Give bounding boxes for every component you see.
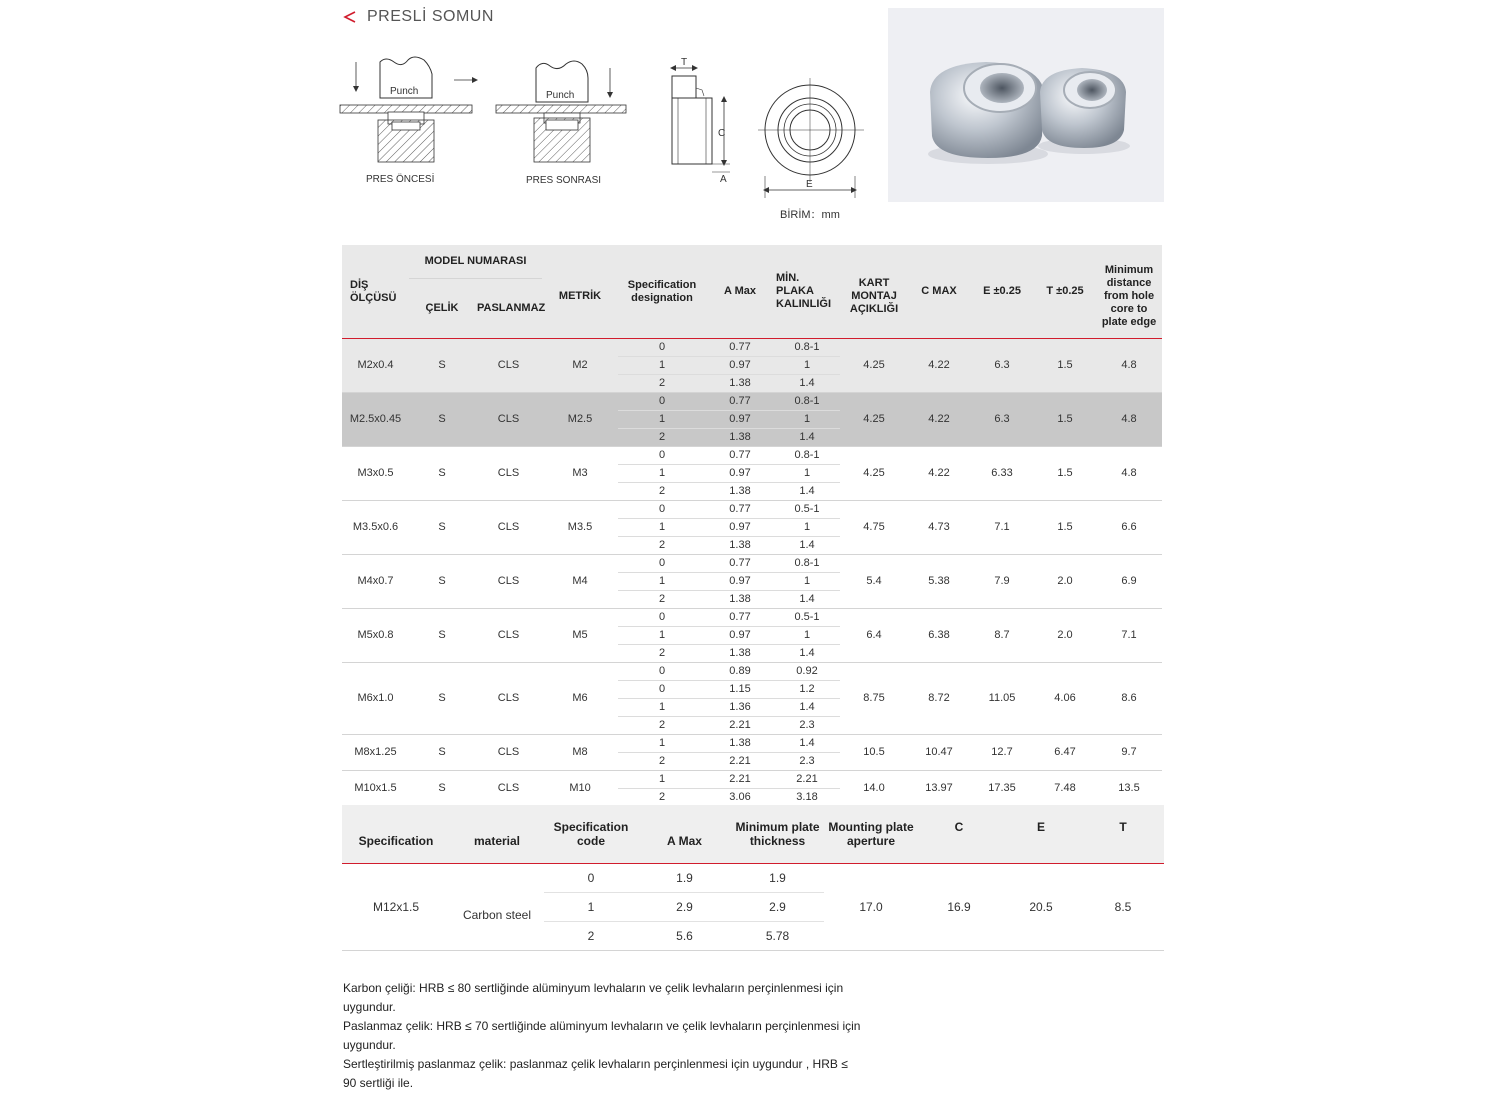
t-cell: 1.5 <box>1034 447 1096 501</box>
product-photo <box>888 8 1164 202</box>
paslanmaz-cell: CLS <box>475 447 542 501</box>
a-max-cell: 1.38 <box>706 645 774 663</box>
col-mount-aperture: Mounting plate aperture <box>824 805 918 864</box>
a-max-cell: 2.21 <box>706 717 774 735</box>
spec-designation-cell: 1 <box>618 411 706 429</box>
metrik-cell: M2 <box>542 339 618 393</box>
col-t: T <box>1082 805 1164 864</box>
before-label: PRES ÖNCESİ <box>366 174 435 185</box>
celik-cell: S <box>409 555 475 609</box>
spec-designation-cell: 2 <box>618 645 706 663</box>
spec-designation-cell: 1 <box>618 357 706 375</box>
kart-montaj-cell: 4.25 <box>840 447 908 501</box>
spec-designation-cell: 1 <box>618 627 706 645</box>
spec-designation-cell: 1 <box>618 771 706 789</box>
col-spec-designation: Specification designation <box>618 245 706 339</box>
table-row <box>342 339 1162 357</box>
size-group <box>342 771 1162 807</box>
c-max-cell: 4.22 <box>908 393 970 447</box>
table-row <box>342 771 1162 789</box>
col-kart-montaj: KART MONTAJ AÇIKLIĞI <box>840 245 908 339</box>
kart-montaj-cell: 4.75 <box>840 501 908 555</box>
c-max-cell: 4.22 <box>908 447 970 501</box>
note-hardened-stainless: Sertleştirilmiş paslanmaz çelik: paslanmaz çelik levhaların perçinlenmesi için uygundur , HRB ≤ 90 sertliği ile. <box>343 1057 848 1090</box>
e-cell: 17.35 <box>970 771 1034 807</box>
min-plaka-cell: 2.21 <box>774 771 840 789</box>
kart-montaj-cell: 5.4 <box>840 555 908 609</box>
min-plaka-cell: 0.8-1 <box>774 555 840 573</box>
min-plaka-cell: 0.8-1 <box>774 393 840 411</box>
a-max-cell: 0.97 <box>706 411 774 429</box>
spec-designation-cell: 0 <box>618 681 706 699</box>
celik-cell: S <box>409 393 475 447</box>
t-cell: 1.5 <box>1034 393 1096 447</box>
page-title: PRESLİ SOMUN <box>367 8 494 25</box>
a-max-cell: 0.77 <box>706 555 774 573</box>
t-cell: 1.5 <box>1034 339 1096 393</box>
celik-cell: S <box>409 735 475 771</box>
paslanmaz-cell: CLS <box>475 339 542 393</box>
thread-size-cell: M10x1.5 <box>342 771 409 807</box>
col-dis-olcusu: DİŞ ÖLÇÜSÜ <box>342 245 409 339</box>
t-cell: 1.5 <box>1034 501 1096 555</box>
thread-size-cell: M3.5x0.6 <box>342 501 409 555</box>
col-c-max: C MAX <box>908 245 970 339</box>
aperture-cell: 17.0 <box>824 864 918 951</box>
min-plaka-cell: 1.2 <box>774 681 840 699</box>
col-e: E <box>1000 805 1082 864</box>
min-plaka-cell: 0.92 <box>774 663 840 681</box>
min-plate-cell: 1.9 <box>731 864 824 893</box>
a-max-cell: 0.97 <box>706 519 774 537</box>
spec-designation-cell: 2 <box>618 753 706 771</box>
spec-designation-cell: 0 <box>618 663 706 681</box>
table-row <box>342 609 1162 627</box>
a-max-cell: 1.9 <box>638 864 731 893</box>
spec-designation-cell: 0 <box>618 609 706 627</box>
paslanmaz-cell: CLS <box>475 555 542 609</box>
dim-e-label: E <box>806 179 813 190</box>
min-distance-cell: 4.8 <box>1096 393 1162 447</box>
size-group <box>342 447 1162 501</box>
spec-designation-cell: 1 <box>618 573 706 591</box>
min-plaka-cell: 1 <box>774 465 840 483</box>
e-cell: 11.05 <box>970 663 1034 735</box>
min-distance-cell: 6.9 <box>1096 555 1162 609</box>
spec-designation-cell: 0 <box>618 339 706 357</box>
paslanmaz-cell: CLS <box>475 663 542 735</box>
kart-montaj-cell: 14.0 <box>840 771 908 807</box>
e-cell: 7.1 <box>970 501 1034 555</box>
min-plaka-cell: 0.5-1 <box>774 609 840 627</box>
metrik-cell: M5 <box>542 609 618 663</box>
a-max-cell: 1.38 <box>706 483 774 501</box>
e-cell: 6.3 <box>970 393 1034 447</box>
min-distance-cell: 13.5 <box>1096 771 1162 807</box>
code-cell: 2 <box>544 922 638 951</box>
min-distance-cell: 7.1 <box>1096 609 1162 663</box>
c-max-cell: 6.38 <box>908 609 970 663</box>
a-max-cell: 0.77 <box>706 447 774 465</box>
unit-label: BİRİM：mm <box>780 209 840 221</box>
spec-designation-cell: 1 <box>618 699 706 717</box>
min-plaka-cell: 0.8-1 <box>774 339 840 357</box>
spec-designation-cell: 1 <box>618 735 706 753</box>
col-a-max: A Max <box>706 245 774 339</box>
a-max-cell: 0.77 <box>706 393 774 411</box>
min-plaka-cell: 1 <box>774 411 840 429</box>
material-cell: Carbon steel <box>450 864 544 951</box>
a-max-cell: 1.15 <box>706 681 774 699</box>
celik-cell: S <box>409 447 475 501</box>
table-row <box>342 864 1164 893</box>
a-max-cell: 0.89 <box>706 663 774 681</box>
c-max-cell: 10.47 <box>908 735 970 771</box>
col-c: C <box>918 805 1000 864</box>
celik-cell: S <box>409 771 475 807</box>
table-row <box>342 447 1162 465</box>
punch-label-1: Punch <box>390 86 419 97</box>
size-group <box>342 555 1162 609</box>
col-a-max-2: A Max <box>638 805 731 864</box>
e-cell: 8.7 <box>970 609 1034 663</box>
celik-cell: S <box>409 609 475 663</box>
a-max-cell: 2.21 <box>706 771 774 789</box>
nut-side-view <box>670 57 730 185</box>
metrik-cell: M4 <box>542 555 618 609</box>
a-max-cell: 0.77 <box>706 609 774 627</box>
min-plaka-cell: 2.3 <box>774 717 840 735</box>
min-distance-cell: 8.6 <box>1096 663 1162 735</box>
size-group <box>342 609 1162 663</box>
e-cell: 20.5 <box>1000 864 1082 951</box>
a-max-cell: 0.97 <box>706 357 774 375</box>
press-nut-diagram <box>338 40 878 230</box>
dim-a-label: A <box>720 174 727 185</box>
celik-cell: S <box>409 663 475 735</box>
spec-designation-cell: 2 <box>618 789 706 807</box>
col-spec-code: Specification code <box>544 805 638 864</box>
min-plaka-cell: 1.4 <box>774 483 840 501</box>
a-max-cell: 2.21 <box>706 753 774 771</box>
t-cell: 2.0 <box>1034 609 1096 663</box>
metrik-cell: M3.5 <box>542 501 618 555</box>
a-max-cell: 0.97 <box>706 627 774 645</box>
e-cell: 7.9 <box>970 555 1034 609</box>
c-max-cell: 4.22 <box>908 339 970 393</box>
table-row <box>342 555 1162 573</box>
col-e-tol: E ±0.25 <box>970 245 1034 339</box>
min-plaka-cell: 2.3 <box>774 753 840 771</box>
thread-size-cell: M6x1.0 <box>342 663 409 735</box>
punch-label-2: Punch <box>546 90 575 101</box>
spec-designation-cell: 1 <box>618 519 706 537</box>
t-cell: 6.47 <box>1034 735 1096 771</box>
col-paslanmaz: PASLANMAZ <box>475 279 542 339</box>
c-max-cell: 8.72 <box>908 663 970 735</box>
kart-montaj-cell: 4.25 <box>840 339 908 393</box>
min-distance-cell: 4.8 <box>1096 339 1162 393</box>
metrik-cell: M6 <box>542 663 618 735</box>
spec-designation-cell: 1 <box>618 465 706 483</box>
col-t-tol: T ±0.25 <box>1034 245 1096 339</box>
spec-designation-cell: 2 <box>618 717 706 735</box>
min-plaka-cell: 1 <box>774 627 840 645</box>
min-plaka-cell: 1 <box>774 357 840 375</box>
size-group <box>342 393 1162 447</box>
min-distance-cell: 4.8 <box>1096 447 1162 501</box>
t-cell: 4.06 <box>1034 663 1096 735</box>
col-metrik: METRİK <box>542 245 618 339</box>
a-max-cell: 2.9 <box>638 893 731 922</box>
dim-c-label: C <box>718 128 726 139</box>
min-plaka-cell: 1.4 <box>774 645 840 663</box>
kart-montaj-cell: 6.4 <box>840 609 908 663</box>
metrik-cell: M2.5 <box>542 393 618 447</box>
nut-top-view <box>758 78 864 198</box>
note-carbon-steel: Karbon çeliği: HRB ≤ 80 sertliğinde alüminyum levhaların ve çelik levhaların perçinlenmesi için uygundur. <box>343 981 844 1014</box>
min-plaka-cell: 1.4 <box>774 735 840 753</box>
kart-montaj-cell: 10.5 <box>840 735 908 771</box>
e-cell: 12.7 <box>970 735 1034 771</box>
col-min-plaka: MİN. PLAKA KALINLIĞI <box>774 245 840 339</box>
min-plaka-cell: 1.4 <box>774 429 840 447</box>
a-max-cell: 0.97 <box>706 465 774 483</box>
t-cell: 7.48 <box>1034 771 1096 807</box>
min-plaka-cell: 0.8-1 <box>774 447 840 465</box>
min-plaka-cell: 1.4 <box>774 537 840 555</box>
thread-size-cell: M5x0.8 <box>342 609 409 663</box>
kart-montaj-cell: 8.75 <box>840 663 908 735</box>
a-max-cell: 5.6 <box>638 922 731 951</box>
spec-table-main <box>342 245 1162 807</box>
paslanmaz-cell: CLS <box>475 771 542 807</box>
spec-designation-cell: 0 <box>618 393 706 411</box>
metrik-cell: M8 <box>542 735 618 771</box>
spec-table-m12 <box>342 805 1164 951</box>
a-max-cell: 1.38 <box>706 537 774 555</box>
after-press-drawing <box>496 61 626 186</box>
dim-t-label: T <box>681 57 688 68</box>
thread-size-cell: M2x0.4 <box>342 339 409 393</box>
col-material: material <box>450 805 544 864</box>
c-max-cell: 5.38 <box>908 555 970 609</box>
min-distance-cell: 9.7 <box>1096 735 1162 771</box>
material-notes <box>343 979 863 1093</box>
min-plaka-cell: 1 <box>774 519 840 537</box>
a-max-cell: 3.06 <box>706 789 774 807</box>
spec-designation-cell: 0 <box>618 447 706 465</box>
col-min-plate: Minimum plate thickness <box>731 805 824 864</box>
code-cell: 1 <box>544 893 638 922</box>
thread-size-cell: M8x1.25 <box>342 735 409 771</box>
after-label: PRES SONRASI <box>526 175 602 186</box>
thread-size-cell: M3x0.5 <box>342 447 409 501</box>
before-press-drawing <box>340 57 478 185</box>
celik-cell: S <box>409 501 475 555</box>
min-plate-cell: 5.78 <box>731 922 824 951</box>
a-max-cell: 0.77 <box>706 501 774 519</box>
section-header <box>343 6 494 28</box>
min-plaka-cell: 3.18 <box>774 789 840 807</box>
paslanmaz-cell: CLS <box>475 735 542 771</box>
min-plaka-cell: 1.4 <box>774 699 840 717</box>
metrik-cell: M10 <box>542 771 618 807</box>
table-row <box>342 393 1162 411</box>
kart-montaj-cell: 4.25 <box>840 393 908 447</box>
paslanmaz-cell: CLS <box>475 393 542 447</box>
thread-size-cell: M2.5x0.45 <box>342 393 409 447</box>
c-max-cell: 4.73 <box>908 501 970 555</box>
thread-size-cell: M4x0.7 <box>342 555 409 609</box>
a-max-cell: 1.38 <box>706 429 774 447</box>
celik-cell: S <box>409 339 475 393</box>
paslanmaz-cell: CLS <box>475 501 542 555</box>
size-group <box>342 339 1162 393</box>
left-triangle-icon <box>343 10 357 24</box>
min-plaka-cell: 1.4 <box>774 591 840 609</box>
a-max-cell: 1.38 <box>706 591 774 609</box>
min-plaka-cell: 1 <box>774 573 840 591</box>
t-cell: 8.5 <box>1082 864 1164 951</box>
min-distance-cell: 6.6 <box>1096 501 1162 555</box>
spec-designation-cell: 0 <box>618 555 706 573</box>
spec-designation-cell: 2 <box>618 591 706 609</box>
table-row <box>342 735 1162 753</box>
a-max-cell: 1.38 <box>706 735 774 753</box>
a-max-cell: 1.38 <box>706 375 774 393</box>
spec-designation-cell: 2 <box>618 429 706 447</box>
spec-designation-cell: 2 <box>618 375 706 393</box>
min-plaka-cell: 1.4 <box>774 375 840 393</box>
paslanmaz-cell: CLS <box>475 609 542 663</box>
col-model-numarasi: MODEL NUMARASI <box>409 245 542 279</box>
size-group <box>342 735 1162 771</box>
col-min-distance: Minimum distance from hole core to plate edge <box>1096 245 1162 339</box>
spec-cell: M12x1.5 <box>342 864 450 951</box>
a-max-cell: 0.77 <box>706 339 774 357</box>
size-group <box>342 663 1162 735</box>
spec-designation-cell: 2 <box>618 483 706 501</box>
metrik-cell: M3 <box>542 447 618 501</box>
min-plate-cell: 2.9 <box>731 893 824 922</box>
col-specification: Specification <box>342 805 450 864</box>
table-row <box>342 663 1162 681</box>
spec-designation-cell: 2 <box>618 537 706 555</box>
t-cell: 2.0 <box>1034 555 1096 609</box>
code-cell: 0 <box>544 864 638 893</box>
c-cell: 16.9 <box>918 864 1000 951</box>
a-max-cell: 0.97 <box>706 573 774 591</box>
min-plaka-cell: 0.5-1 <box>774 501 840 519</box>
spec-designation-cell: 0 <box>618 501 706 519</box>
table-row <box>342 501 1162 519</box>
size-group <box>342 501 1162 555</box>
col-celik: ÇELİK <box>409 279 475 339</box>
a-max-cell: 1.36 <box>706 699 774 717</box>
e-cell: 6.33 <box>970 447 1034 501</box>
note-stainless-steel: Paslanmaz çelik: HRB ≤ 70 sertliğinde alüminyum levhaların ve çelik levhaların perçinlenmesi için uygundur. <box>343 1019 861 1052</box>
e-cell: 6.3 <box>970 339 1034 393</box>
c-max-cell: 13.97 <box>908 771 970 807</box>
